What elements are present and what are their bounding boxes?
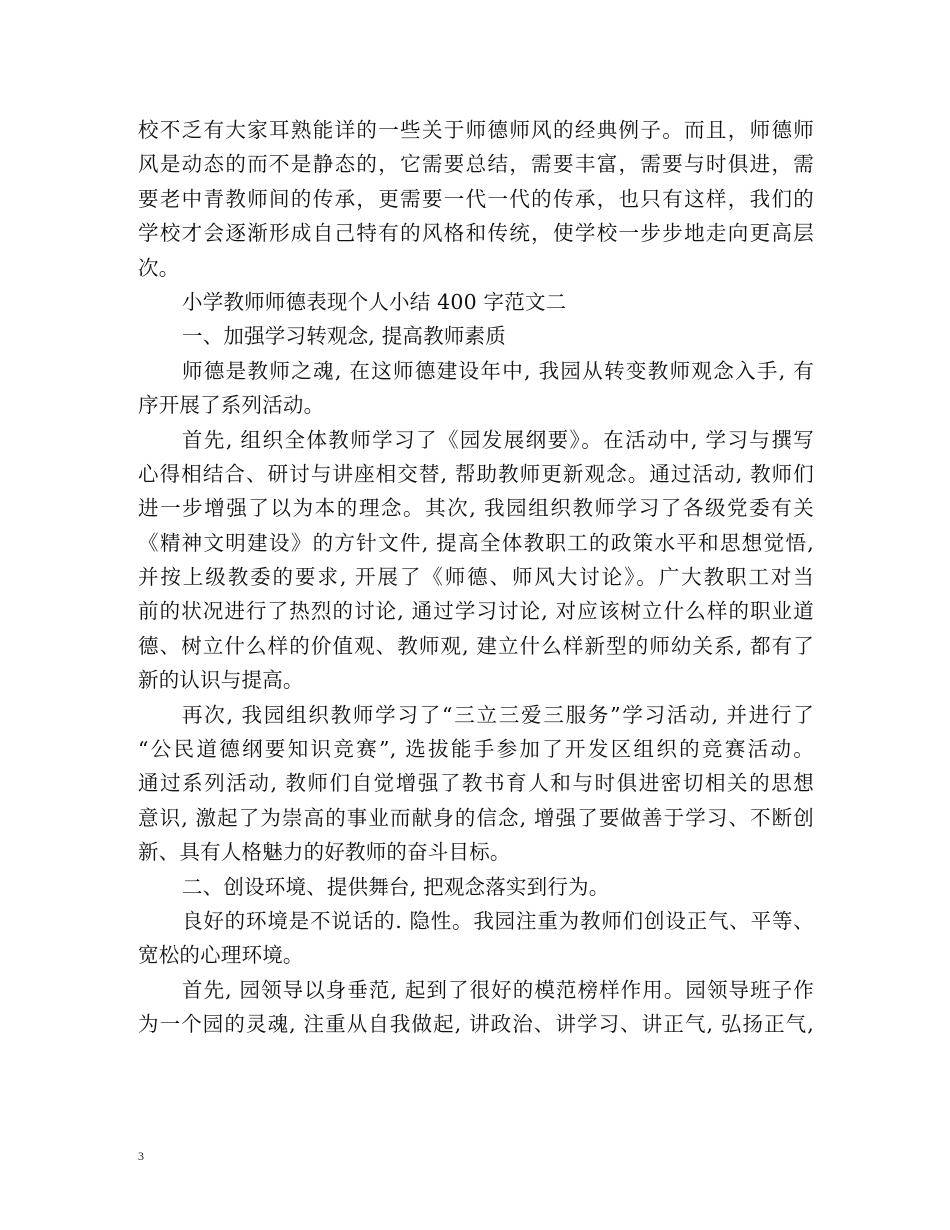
text-line: 一、加强学习转观念, 提高教师素质 (182, 324, 506, 349)
text-line: 《精神文明建设》的方针文件, 提高全体教职工的政策水平和思想觉悟, (138, 530, 814, 555)
text-line: 并按上级教委的要求, 开展了《师德、师风大讨论》。广大教职工对当 (138, 565, 814, 590)
text-line: 为一个园的灵魂, 注重从自我做起, 讲政治、讲学习、讲正气, 弘扬正气, (138, 1012, 814, 1037)
text-line: 进一步增强了以为本的理念。其次, 我园组织教师学习了各级党委有关 (138, 496, 814, 521)
text-line: 心得相结合、研讨与讲座相交替, 帮助教师更新观念。通过活动, 教师们 (138, 461, 814, 486)
body-text (138, 113, 814, 1042)
text-line: 宽松的心理环境。 (138, 943, 304, 968)
text-line: 良好的环境是不说话的. 隐性。我园注重为教师们创设正气、平等、 (182, 908, 814, 933)
text-line: 新、具有人格魅力的好教师的奋斗目标。 (138, 840, 511, 865)
text-line: 小学教师师德表现个人小结 400 字范文二 (182, 289, 567, 314)
text-line: 学校才会逐渐形成自己特有的风格和传统，使学校一步步地走向更高层 (138, 221, 814, 246)
text-line: 次。 (138, 255, 180, 280)
text-line: 意识, 激起了为崇高的事业而献身的信念, 增强了要做善于学习、不断创 (138, 805, 814, 830)
text-line: 新的认识与提高。 (138, 668, 304, 693)
text-line: “公民道德纲要知识竞赛”, 选拔能手参加了开发区组织的竞赛活动。 (138, 737, 814, 762)
text-line: 风是动态的而不是静态的，它需要总结，需要丰富，需要与时俱进，需 (138, 152, 814, 177)
text-line: 师德是教师之魂, 在这师德建设年中, 我园从转变教师观念入手, 有 (182, 358, 814, 383)
text-line: 序开展了系列活动。 (138, 393, 325, 418)
text-line: 德、树立什么样的价值观、教师观, 建立什么样新型的师幼关系, 都有了 (138, 633, 814, 658)
text-line: 二、创设环境、提供舞台, 把观念落实到行为。 (182, 874, 610, 899)
text-line: 通过系列活动, 教师们自觉增强了教书育人和与时俱进密切相关的思想 (138, 771, 814, 796)
text-line: 首先, 园领导以身垂范, 起到了很好的模范榜样作用。园领导班子作 (182, 977, 814, 1002)
text-line: 校不乏有大家耳熟能详的一些关于师德师风的经典例子。而且，师德师 (138, 118, 814, 142)
text-line: 首先, 组织全体教师学习了《园发展纲要》。在活动中, 学习与撰写 (182, 427, 814, 452)
page-number: 3 (138, 1149, 144, 1163)
text-line: 再次, 我园组织教师学习了“三立三爱三服务”学习活动, 并进行了 (182, 702, 814, 727)
text-line: 要老中青教师间的传承，更需要一代一代的传承，也只有这样，我们的 (138, 186, 814, 211)
text-line: 前的状况进行了热烈的讨论, 通过学习讨论, 对应该树立什么样的职业道 (138, 599, 814, 624)
